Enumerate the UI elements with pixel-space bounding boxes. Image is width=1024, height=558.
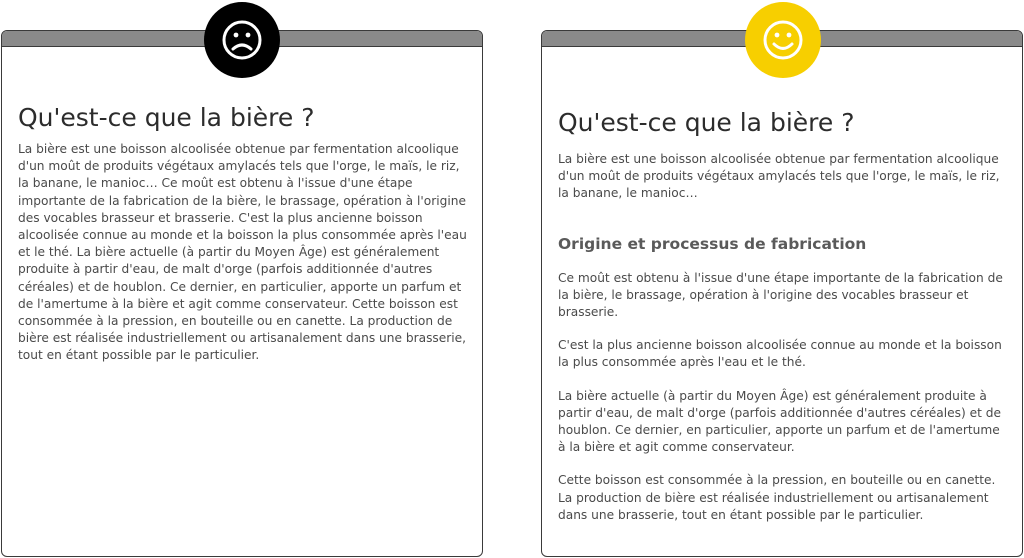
right-panel-subheading: Origine et processus de fabrication bbox=[558, 234, 867, 253]
left-panel-body-text: La bière est une boisson alcoolisée obtenue par fermentation alcoolique d'un moût de produits végétaux amylacés tels que l'orge, le maïs, le riz, la banane, le manioc… Ce moût est obtenu à l'issue d'une étape importante de la fabrication de la bière, le brassage, opération à l'origine des vocables brasseur et brasserie. C'est la plus ancienne boisson alcoolisée connue au monde et la boisson la plus consommée après l'eau et le thé. La bière actuelle (à partir du Moyen Âge) est généralement produite à partir d'eau, de malt d'orge (parfois additionnée d'autres céréales) et de houblon. Ce dernier, en particulier, apporte un parfum et de l'amertume à la bière et agit comme conservateur. Cette boisson est consommée à la pression, en bouteille ou en canette. La production de bière est réalisée industriellement ou artisanalement dans une brasserie, tout en étant possible par le particulier. bbox=[18, 142, 467, 363]
right-panel-intro-text: La bière est une boisson alcoolisée obtenue par fermentation alcoolique d'un moût de produits végétaux amylacés tels que l'orge, le maïs, le riz, la banane, le manioc… bbox=[558, 152, 1000, 201]
left-panel bbox=[1, 30, 483, 557]
right-panel-paragraph: Cette boisson est consommée à la pression, en bouteille ou en canette. La production de bière est réalisée industriellement ou artisanalement dans une brasserie, tout en étant possible par le particulier. bbox=[558, 473, 996, 522]
left-panel-title: Qu'est-ce que la bière ? bbox=[18, 103, 315, 132]
right-panel-paragraph: C'est la plus ancienne boisson alcoolisée connue au monde et la boisson la plus consommée après l'eau et le thé. bbox=[558, 338, 1002, 370]
right-panel-paragraph: La bière actuelle (à partir du Moyen Âge) est généralement produite à partir d'eau, de malt d'orge (parfois additionnée d'autres céréales) et de houblon. Ce dernier, en particulier, apporte un parfum et de l'amertume à la bière et agit comme conservateur. bbox=[558, 388, 1001, 455]
right-panel bbox=[541, 30, 1023, 557]
sad-face-icon bbox=[204, 2, 280, 78]
happy-face-icon bbox=[745, 2, 821, 78]
right-panel-title: Qu'est-ce que la bière ? bbox=[558, 108, 855, 137]
right-panel-paragraph: Ce moût est obtenu à l'issue d'une étape importante de la fabrication de la bière, le brassage, opération à l'origine des vocables brasseur et brasserie. bbox=[558, 270, 1003, 320]
right-panel-content bbox=[558, 151, 1006, 524]
